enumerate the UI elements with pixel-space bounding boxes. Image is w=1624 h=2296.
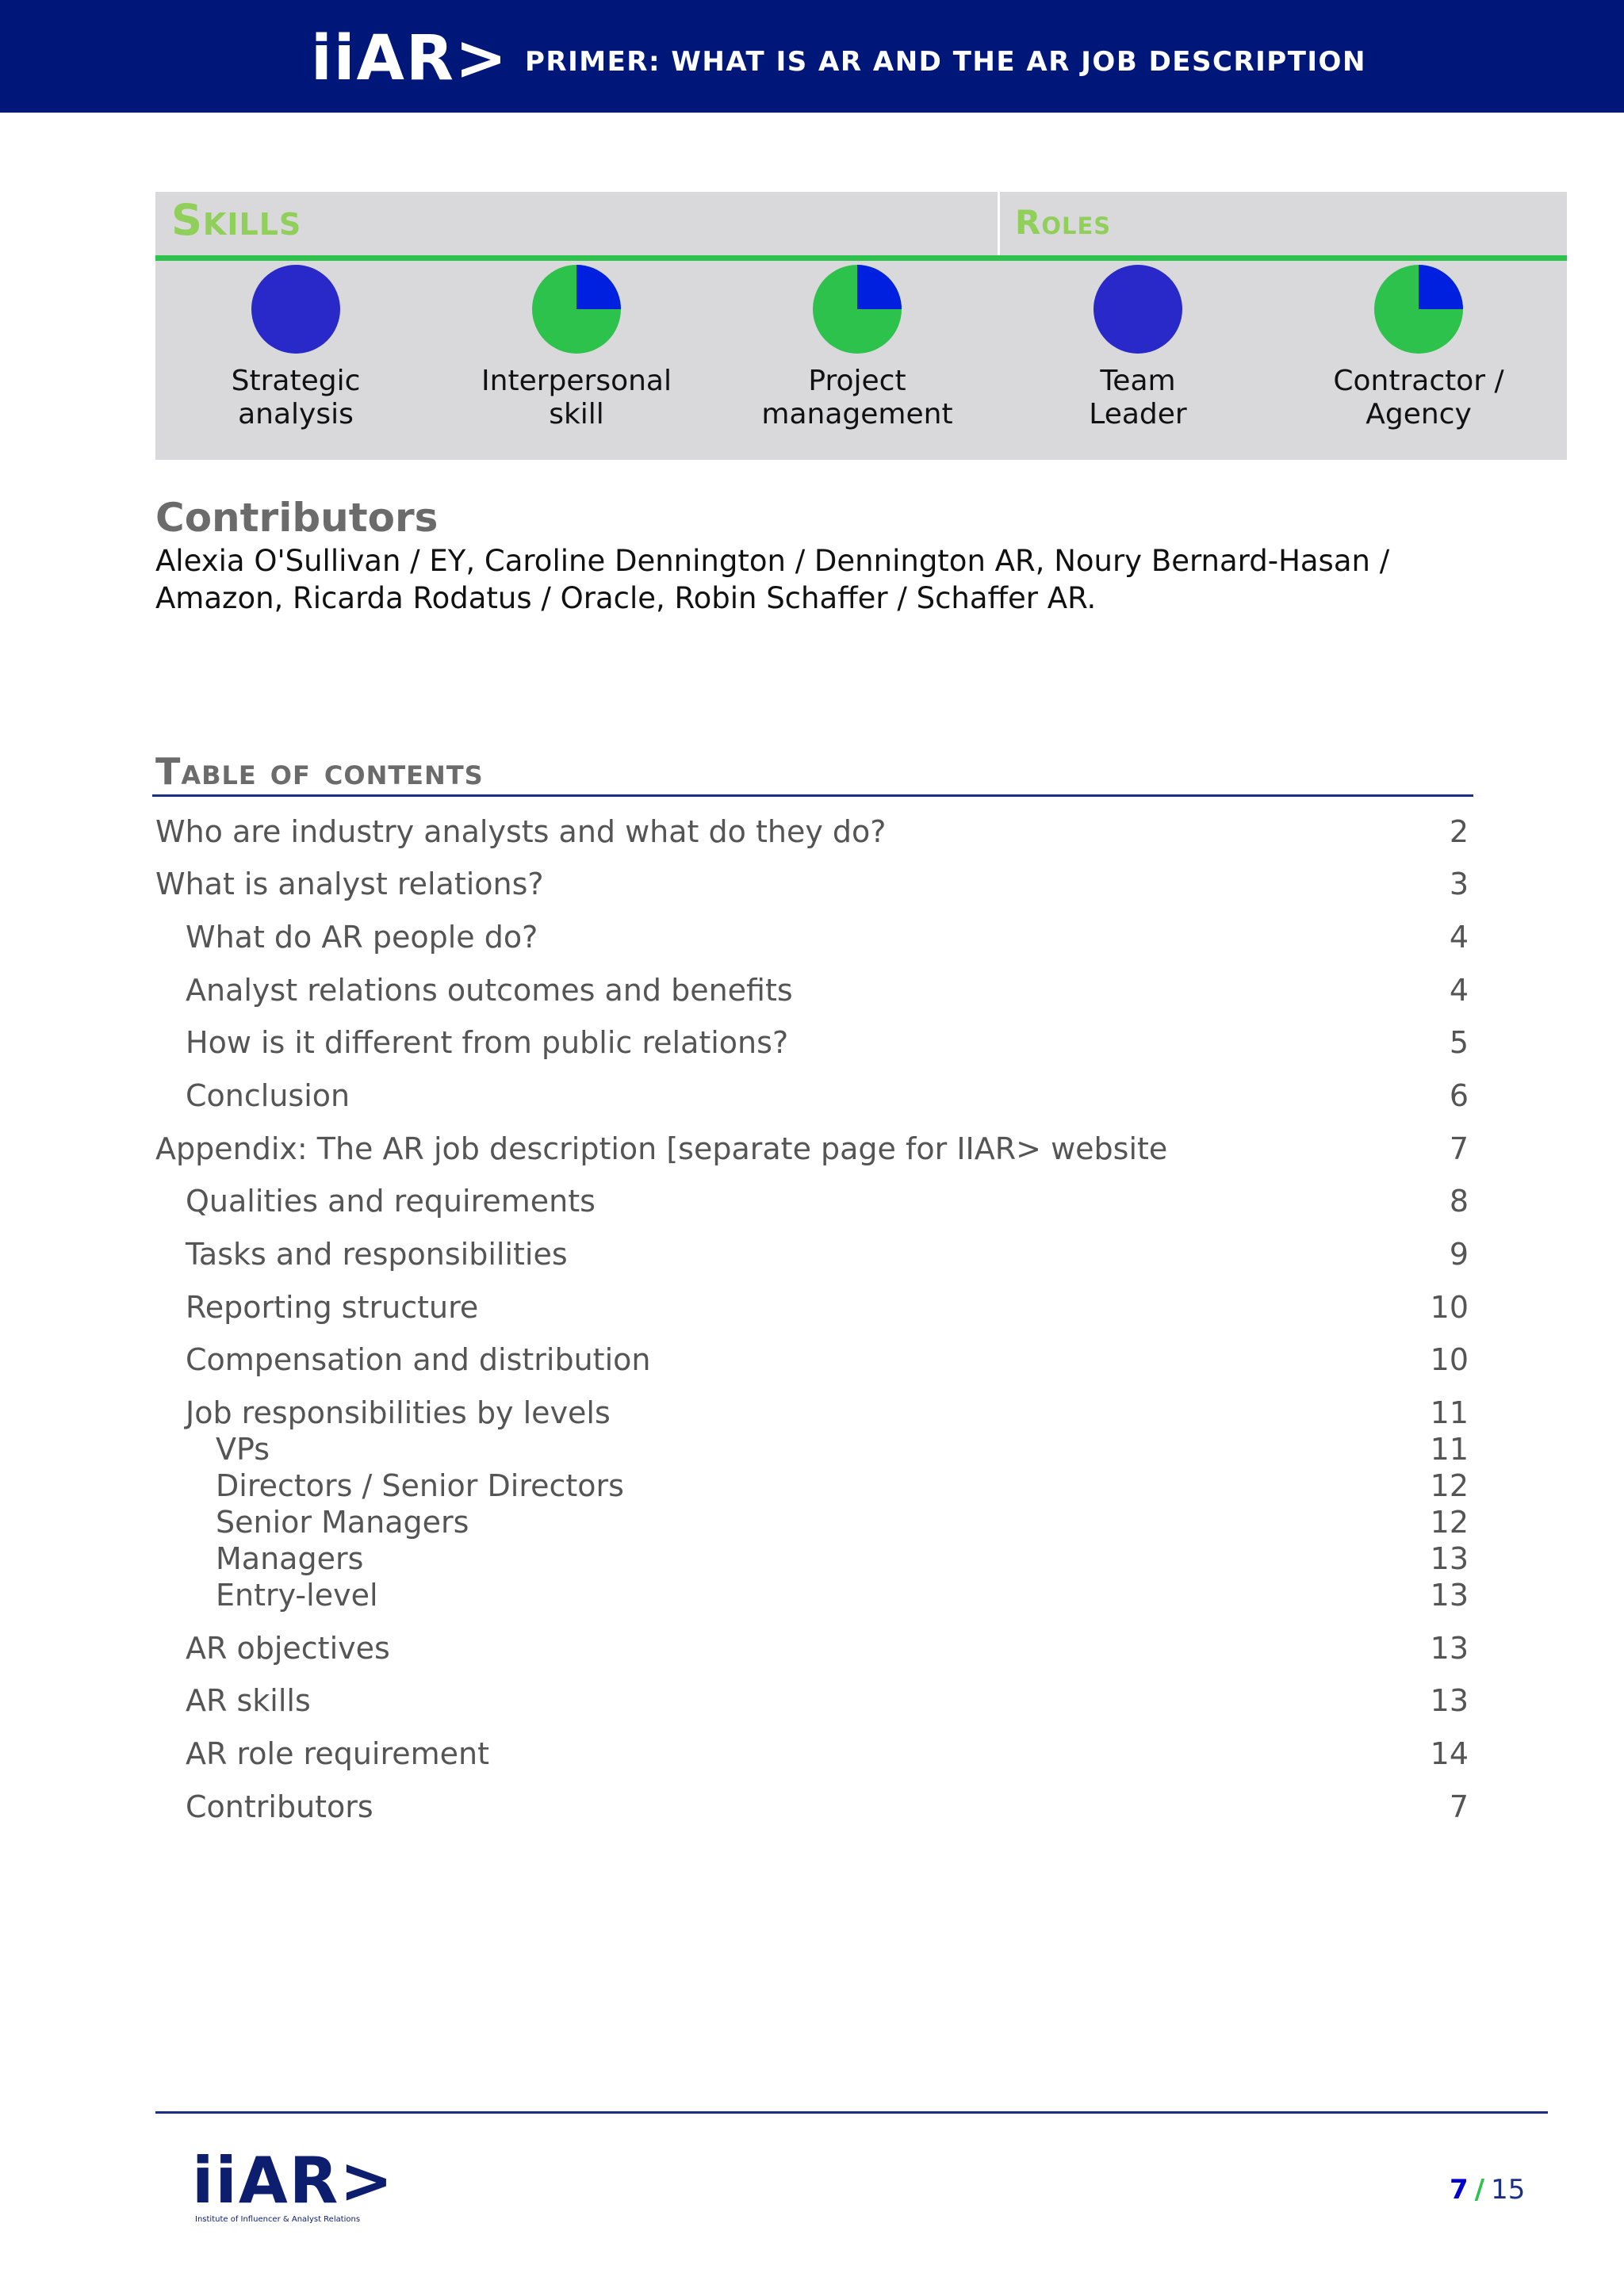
skill-project-management [717,262,998,460]
toc-entry-page: 8 [1449,1184,1469,1219]
page-total: 15 [1491,2174,1526,2206]
role-contractor-agency [1278,262,1559,460]
pie-slice [1419,265,1463,309]
skill-label: management [761,398,953,430]
toc-entry-page: 4 [1449,973,1469,1008]
skills-roles-table [155,192,1567,460]
toc-entry-title: AR skills [186,1683,311,1718]
toc-entry-title: Contributors [186,1789,373,1824]
toc-entry-title: Who are industry analysts and what do they do? [155,814,887,849]
pie-slice [576,265,621,309]
toc-entry-title: Entry-level [216,1578,378,1613]
skill-strategic-analysis [155,262,436,460]
toc-entry-page: 2 [1449,814,1469,849]
toc-entry-page: 7 [1449,1131,1469,1166]
toc-entry-page: 14 [1430,1736,1469,1771]
pie-full [251,265,340,354]
toc-entry-title: Compensation and distribution [186,1342,651,1377]
footer-divider [155,2111,1548,2114]
role-label: Agency [1365,398,1472,430]
toc-entry-title: What is analyst relations? [155,867,544,901]
skill-label: skill [549,398,604,430]
toc-entry-title: Job responsibilities by levels [186,1395,611,1430]
level-pie-icon [810,262,905,357]
skills-heading: Skills [171,195,302,245]
toc-entry-page: 10 [1430,1342,1469,1377]
toc-entry-page: 5 [1449,1025,1469,1060]
iiar-logo-text: iiAR> [311,23,509,94]
toc-entry-page: 12 [1430,1468,1469,1503]
iiar-footer-logo-tagline: Institute of Influencer & Analyst Relations [195,2215,361,2224]
skill-label: analysis [238,398,354,430]
level-pie-icon [1090,262,1185,357]
toc-entry-title: Managers [216,1541,364,1576]
toc-entry-title: VPs [216,1432,270,1467]
toc-entry-page: 6 [1449,1078,1469,1113]
toc-entry-page: 7 [1449,1789,1469,1824]
role-label: Team [1100,365,1176,397]
role-team-leader [998,262,1278,460]
toc-entry-page: 13 [1430,1631,1469,1666]
pie-slice [857,265,902,309]
toc-entry-page: 13 [1430,1578,1469,1613]
document-title: PRIMER: WHAT IS AR AND THE AR JOB DESCRIPTION [525,46,1366,78]
contributors-list: Alexia O'Sullivan / EY, Caroline Dennington / Dennington AR, Noury Bernard-Hasan / Amazon, Ricarda Rodatus / Oracle, Robin Schaffer / Schaffer AR. [155,544,1390,615]
toc-entry-page: 11 [1430,1395,1469,1430]
toc-divider [152,794,1473,797]
toc-entry-title: Directors / Senior Directors [216,1468,624,1503]
toc-entry-page: 3 [1449,867,1469,901]
toc-entry-title: How is it different from public relations? [186,1025,789,1060]
contributors-heading: Contributors [155,495,439,541]
skill-interpersonal [436,262,717,460]
toc-entry-title: AR role requirement [186,1736,490,1771]
toc-entry-page: 10 [1430,1290,1469,1325]
header-divider [998,192,1000,255]
toc-entry-title: Senior Managers [216,1505,469,1540]
role-label: Leader [1089,398,1187,430]
iiar-logo [311,23,509,94]
iiar-footer-logo-text: iiAR> [192,2144,395,2218]
toc-entry-page: 11 [1430,1432,1469,1467]
skills-roles-header [155,192,1567,261]
toc-entry-page: 4 [1449,920,1469,955]
toc-heading: Table of contents [155,750,484,793]
skill-label: Interpersonal [481,365,672,397]
toc-entry-page: 13 [1430,1541,1469,1576]
level-pie-icon [529,262,624,357]
iiar-footer-logo [192,2144,395,2224]
toc-entry-page: 13 [1430,1683,1469,1718]
page-number [1450,2174,1525,2206]
toc-entry-page: 9 [1449,1237,1469,1272]
level-pie-icon [1371,262,1466,357]
page-current: 7 [1450,2174,1469,2206]
page-separator: / [1474,2174,1485,2206]
toc-entry-title: AR objectives [186,1631,390,1666]
toc-entry-title: Tasks and responsibilities [186,1237,568,1272]
toc-entry-title: Conclusion [186,1078,350,1113]
skill-label: Project [808,365,906,397]
toc-entry-title: Reporting structure [186,1290,479,1325]
level-pie-icon [248,262,343,357]
roles-heading: Roles [1015,203,1112,242]
toc-entry-title: What do AR people do? [186,920,538,955]
skill-label: Strategic [231,365,361,397]
role-label: Contractor / [1333,365,1504,397]
toc-entry-title: Analyst relations outcomes and benefits [186,973,793,1008]
toc-entry-page: 12 [1430,1505,1469,1540]
page-header [0,0,1624,113]
toc-entry-title: Qualities and requirements [186,1184,596,1219]
pie-full [1094,265,1182,354]
toc-entry-title: Appendix: The AR job description [separate page for IIAR> website [155,1131,1168,1166]
